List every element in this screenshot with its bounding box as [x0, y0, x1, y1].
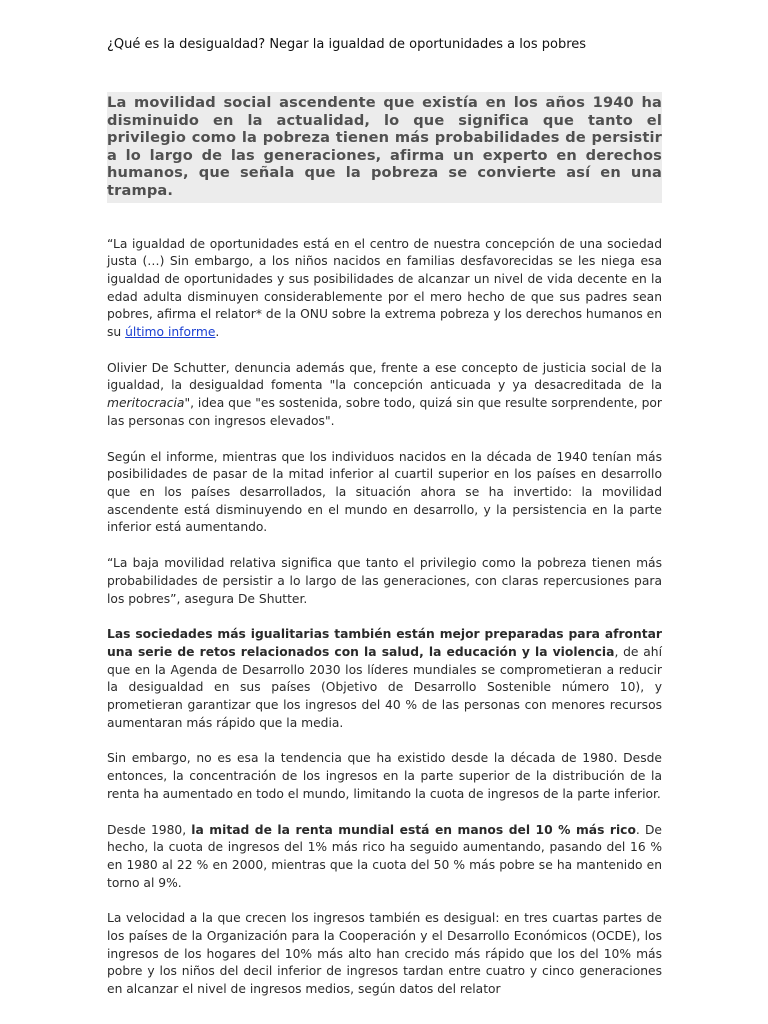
paragraph-4: “La baja movilidad relativa significa que tanto el privilegio como la pobreza tienen más probabilidades de persistir a lo largo de las generaciones, con claras repercusiones para los pobres”, asegura De Shutter. [107, 556, 662, 606]
document-title: ¿Qué es la desigualdad? Negar la igualdad de oportunidades a los pobres [107, 37, 587, 52]
paragraph-7-start: Desde 1980, [107, 822, 192, 837]
paragraph-1-end: . [215, 325, 220, 340]
paragraph-2 [107, 360, 662, 431]
document-page [107, 36, 662, 1017]
paragraph-6: Sin embargo, no es esa la tendencia que ha existido desde la década de 1980. Desde entonces, la concentración de los ingresos en la parte superior de la distribución de la renta ha aumentado en todo el mundo, limitando la cuota de ingresos de la parte inferior. [107, 751, 662, 801]
paragraph-2-end: ", idea que "es sostenida, sobre todo, quizá sin que resulte sorprendente, por las personas con ingresos elevados". [107, 396, 662, 428]
paragraph-7-bold: la mitad de la renta mundial está en manos del 10 % más rico [191, 822, 636, 837]
paragraph-1-text: “La igualdad de oportunidades está en el centro de nuestra concepción de una sociedad justa (…) Sin embargo, a los niños nacidos en familias desfavorecidas se les niega esa igualdad de oportunidades y sus posibilidades de alcanzar un nivel de vida decente en la edad adulta disminuyen considerablemente por el mero hecho de que sus padres sean pobres, afirma el relator* de la ONU sobre la extrema pobreza y los derechos humanos en su [107, 236, 662, 340]
paragraph-5-rest: , de ahí que en la Agenda de Desarrollo 2030 los líderes mundiales se comprometieran a reducir la desigualdad en sus países (Objetivo de Desarrollo Sostenible número 10), y prometieran garantizar que los ingresos del 40 % de las personas con menores recursos aumentaran más rápido que la media. [107, 644, 662, 730]
report-link[interactable]: último informe [125, 325, 216, 340]
lead-paragraph: La movilidad social ascendente que existía en los años 1940 ha disminuido en la actualidad, lo que significa que tanto el privilegio como la pobreza tienen más probabilidades de persistir a lo largo de las generaciones, afirma un experto en derechos humanos, que señala que la pobreza se convierte así en una trampa. [107, 94, 662, 199]
lead-highlight [107, 92, 662, 203]
paragraph-3: Según el informe, mientras que los individuos nacidos en la década de 1940 tenían más posibilidades de pasar de la mitad inferior al cuartil superior en los países en desarrollo que en los países desarrollados, la situación ahora se ha invertido: la movilidad ascendente está disminuyendo en el mundo en desarrollo, y la persistencia en la parte inferior está aumentando. [107, 449, 662, 535]
meritocracia-term: meritocracia [107, 396, 185, 411]
paragraph-2-start: Olivier De Schutter, denuncia además que, frente a ese concepto de justicia social de la igualdad, la desigualdad fomenta "la concepción anticuada y ya desacreditada de la [107, 360, 662, 393]
paragraph-7 [107, 822, 662, 893]
paragraph-7-end: . De hecho, la cuota de ingresos del 1% más rico ha seguido aumentando, pasando del 16 % en 1980 al 22 % en 2000, mientras que la cuota del 50 % más pobre se ha mantenido en torno al 9%. [107, 822, 662, 890]
paragraph-1 [107, 236, 662, 342]
paragraph-8: La velocidad a la que crecen los ingresos también es desigual: en tres cuartas partes de los países de la Organización para la Cooperación y el Desarrollo Económicos (OCDE), los ingresos de los hogares del 10% más alto han crecido más rápido que los del 10% más pobre y los niños del decil inferior de ingresos tardan entre cuatro y cinco generaciones en alcanzar el nivel de ingresos medios, según datos del relator [107, 911, 662, 997]
paragraph-5-bold: Las sociedades más igualitarias también están mejor preparadas para afrontar una serie de retos relacionados con la salud, la educación y la violencia [107, 627, 662, 659]
article-body [107, 236, 662, 999]
paragraph-5 [107, 626, 662, 732]
